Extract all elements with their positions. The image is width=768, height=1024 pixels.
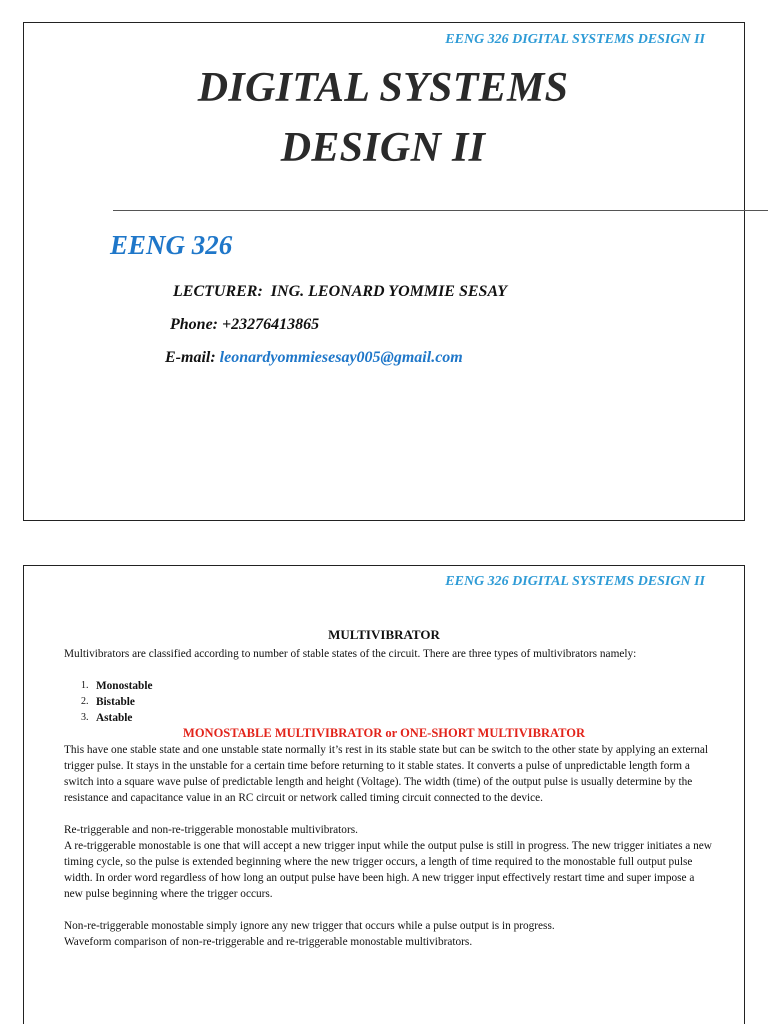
monostable-subheading: MONOSTABLE MULTIVIBRATOR or ONE-SHORT MULTIVIBRATOR [183, 726, 585, 740]
phone-value: +23276413865 [222, 316, 320, 333]
section-heading: MULTIVIBRATOR [328, 627, 440, 642]
email-link[interactable]: leonardyommiesesay005@gmail.com [219, 349, 463, 366]
waveform-comparison-line: Waveform comparison of non-re-triggerable and re-triggerable monostable multivibrators. [64, 936, 473, 948]
running-head: EENG 326 DIGITAL SYSTEMS DESIGN II [445, 32, 705, 47]
list-item: 2. Bistable [81, 696, 135, 708]
list-item: 3. Astable [81, 712, 133, 724]
non-retriggerable-paragraph: Non-re-triggerable monostable simply ignore any new trigger that occurs while a pulse output is in progress. [64, 920, 555, 932]
retriggerable-heading: Re-triggerable and non-re-triggerable monostable multivibrators. [64, 824, 358, 836]
retriggerable-paragraph: A re-triggerable monostable is one that will accept a new trigger input while the output pulse is still in progress. The new trigger initiates a new timing cycle, so the pulse is extended beginning where the new trigger occurs, a length of time required to the monostable full output pulse width. In order word regardless of how long an output pulse have been high. A new trigger input effectively restart time and super impose a new pulse beginning where the trigger occurs. [64, 840, 712, 900]
email-label: E-mail: [165, 349, 216, 366]
list-item: 1. Monostable [81, 680, 153, 692]
title-divider [113, 210, 768, 211]
email-line [165, 349, 463, 367]
phone-line [170, 316, 319, 334]
monostable-paragraph: This have one stable state and one unstable state normally it’s rest in its stable state but can be switch to the other state by applying an external trigger pulse. It stays in the unstable for a certain time before returning to it stable states. It converts a pulse of unpredictable length form a switch into a square wave pulse of predictable length and height (Voltage). The width (time) of the output pulse is usually determine by the resistance and capacitance value in an RC circuit or network called timing circuit connected to the device. [64, 744, 709, 804]
lecturer-name: ING. LEONARD YOMMIE SESAY [270, 283, 508, 300]
running-head-page-2: EENG 326 DIGITAL SYSTEMS DESIGN II [445, 574, 705, 589]
phone-label: Phone: [170, 316, 218, 333]
document-title-line-1: DIGITAL SYSTEMS [197, 65, 569, 111]
intro-paragraph: Multivibrators are classified according to number of stable states of the circuit. There are three types of multivibrators namely: [64, 648, 637, 660]
multivibrator-types-list [64, 678, 153, 726]
document-title-line-2: DESIGN II [280, 125, 486, 171]
lecturer-line [173, 283, 507, 301]
lecturer-label: LECTURER: [173, 283, 263, 300]
course-code: EENG 326 [110, 230, 233, 260]
